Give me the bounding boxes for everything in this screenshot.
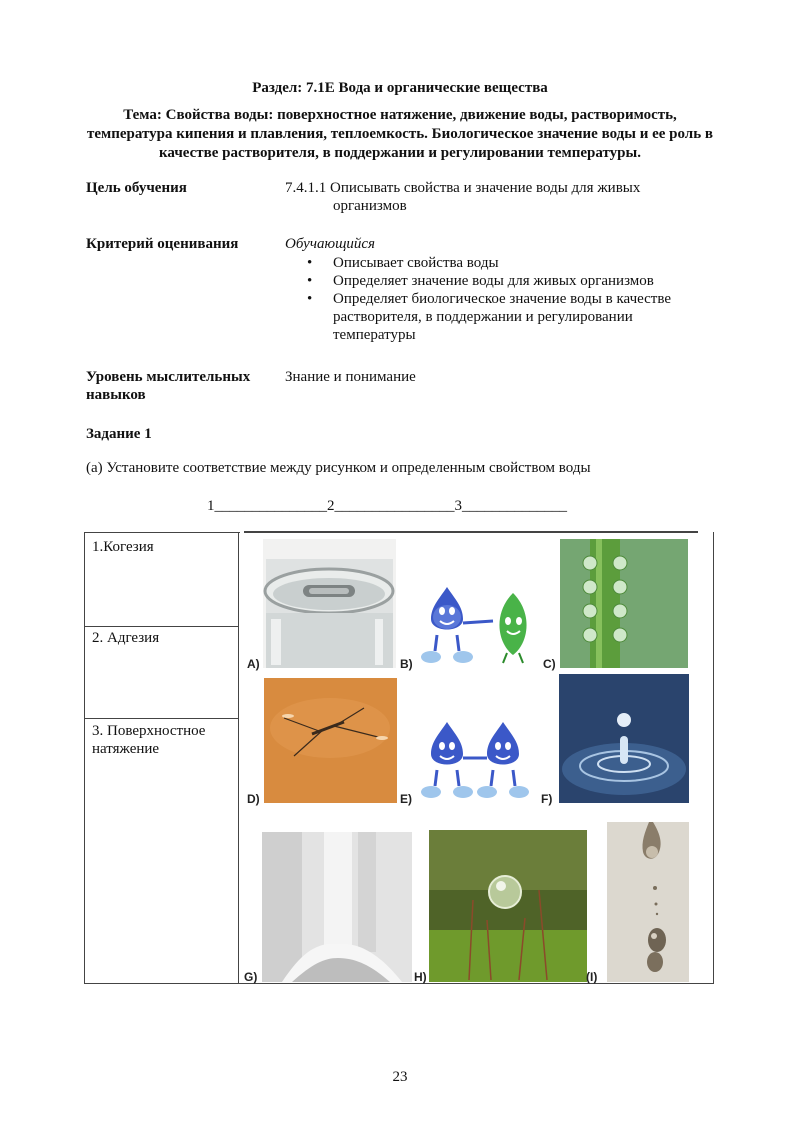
picture-letter-b: B) bbox=[400, 657, 413, 671]
skills-label-line1: Уровень мыслительных bbox=[86, 369, 251, 385]
picture-letter-a: A) bbox=[247, 657, 260, 671]
table-border-bottom bbox=[84, 983, 714, 984]
task-title: Задание 1 bbox=[86, 426, 152, 442]
table-border-left bbox=[84, 532, 85, 984]
picture-letter-d: D) bbox=[247, 792, 260, 806]
water-column-photo bbox=[262, 832, 412, 982]
answer-line[interactable]: 1_______________2________________3______________ bbox=[207, 498, 567, 514]
property-surface-tension: 3. Поверхностное натяжение bbox=[92, 723, 206, 757]
task-instruction: (a) Установите соответствие между рисунком и определенным свойством воды bbox=[86, 460, 591, 476]
objective-label: Цель обучения bbox=[86, 180, 187, 196]
paperclip-floating-in-glass-photo bbox=[263, 539, 396, 668]
picture-letter-f: F) bbox=[541, 792, 553, 806]
water-strider-photo bbox=[264, 678, 397, 803]
criteria-list bbox=[285, 254, 705, 344]
droplets-on-plant-stem-photo bbox=[560, 539, 688, 668]
property-cohesion: 1.Когезия bbox=[92, 539, 154, 555]
dew-drop-on-moss-photo bbox=[429, 830, 587, 982]
section-title: Раздел: 7.1E Вода и органические вещества bbox=[252, 80, 548, 96]
water-drop-splash-photo bbox=[559, 674, 689, 803]
criteria-item: • Описывает свойства воды bbox=[285, 254, 705, 272]
skills-value: Знание и понимание bbox=[285, 369, 416, 385]
table-row-divider bbox=[84, 626, 239, 627]
picture-letter-g: G) bbox=[244, 970, 258, 984]
page-number: 23 bbox=[392, 1069, 408, 1085]
skills-label-line2: навыков bbox=[86, 387, 146, 403]
criteria-item: • Определяет биологическое значение воды в качестве растворителя, в поддержании и регулировании температуры bbox=[285, 290, 705, 344]
property-adhesion: 2. Адгезия bbox=[92, 630, 160, 646]
picture-letter-c: C) bbox=[543, 657, 556, 671]
criteria-learner: Обучающийся bbox=[285, 236, 376, 252]
table-border-middle bbox=[238, 532, 239, 984]
criteria-item: • Определяет значение воды для живых организмов bbox=[285, 272, 705, 290]
table-border-top-left bbox=[84, 532, 240, 533]
dripping-drops-photo bbox=[607, 822, 689, 982]
objective-code: 7.4.1.1 Описывать свойства и значение воды для живых bbox=[285, 180, 641, 196]
table-border-top-right bbox=[244, 531, 698, 533]
objective-cont: организмов bbox=[333, 198, 407, 214]
topic-title: Тема: Свойства воды: поверхностное натяжение, движение воды, растворимость, температура кипения и плавления, теплоемкость. Биологическое значение воды и ее роль в качестве растворителя, в поддержании и регулировании температуры. bbox=[86, 107, 714, 161]
picture-letter-h: H) bbox=[414, 970, 427, 984]
two-water-drops-cartoon bbox=[413, 718, 543, 803]
picture-letter-e: E) bbox=[400, 792, 412, 806]
table-border-right bbox=[713, 532, 714, 984]
picture-letter-i: (I) bbox=[586, 970, 598, 984]
table-row-divider bbox=[84, 718, 239, 719]
water-drop-and-leaf-cartoon bbox=[413, 583, 543, 668]
criteria-label: Критерий оценивания bbox=[86, 236, 239, 252]
